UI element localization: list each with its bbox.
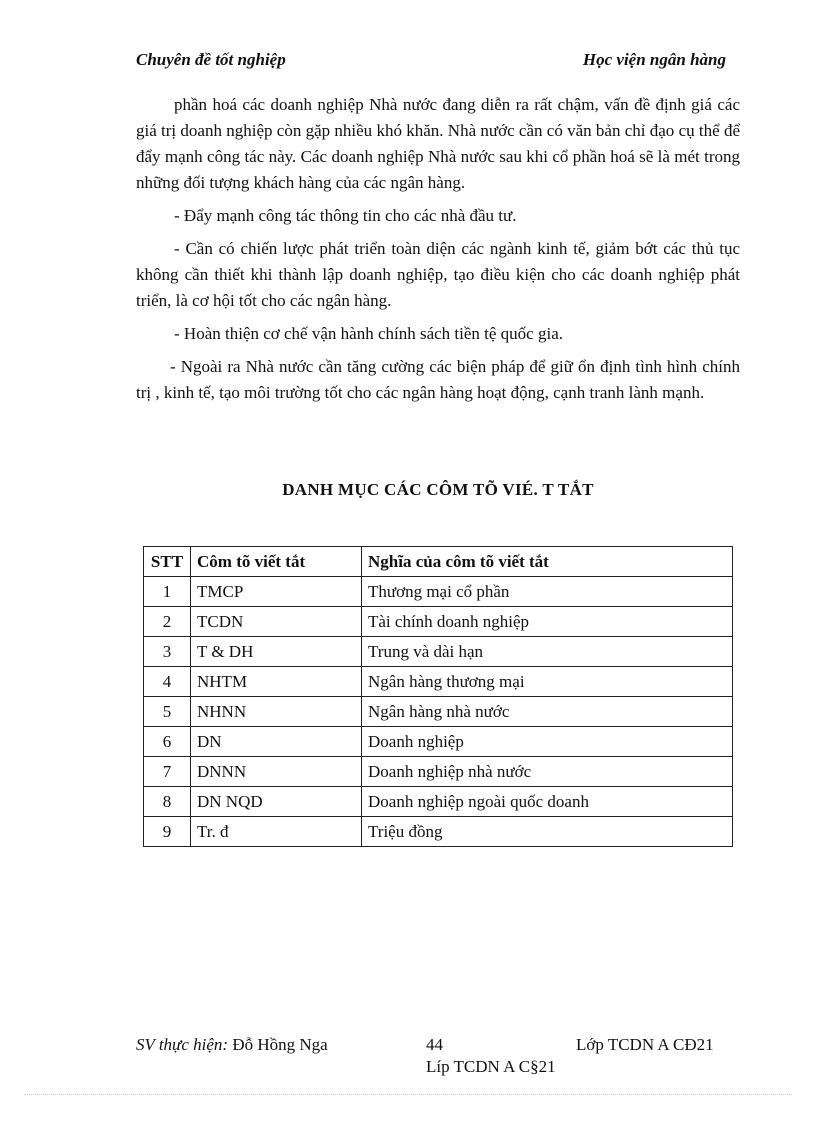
cell-stt: 5: [144, 697, 191, 727]
footer-author: [136, 1034, 328, 1056]
cell-meaning: Doanh nghiệp nhà nước: [362, 757, 733, 787]
cell-meaning: Trung và dài hạn: [362, 637, 733, 667]
cell-abbreviation: NHNN: [191, 697, 362, 727]
cell-stt: 1: [144, 577, 191, 607]
footer-class-line1: Lớp TCDN A CĐ21: [576, 1035, 714, 1054]
footer-class-line2: Líp TCDN A C§21: [426, 1057, 556, 1076]
cell-abbreviation: NHTM: [191, 667, 362, 697]
bullet-item: - Cần có chiến lược phát triển toàn diện các ngành kinh tế, giảm bớt các thủ tục không cần thiết khi thành lập doanh nghiệp, tạo điều kiện cho các doanh nghiệp phát triển, là cơ hội tốt cho các ngân hàng.: [136, 239, 740, 310]
cell-stt: 7: [144, 757, 191, 787]
cell-stt: 3: [144, 637, 191, 667]
table-row: [144, 607, 733, 637]
footer-author-label: SV thực hiện:: [136, 1035, 229, 1054]
cell-abbreviation: DN: [191, 727, 362, 757]
table-row: [144, 667, 733, 697]
cell-meaning: Doanh nghiệp: [362, 727, 733, 757]
cell-meaning: Ngân hàng nhà nước: [362, 697, 733, 727]
cell-abbreviation: TCDN: [191, 607, 362, 637]
cell-abbreviation: DNNN: [191, 757, 362, 787]
column-header-abbreviation: Côm tõ viết tắt: [191, 547, 362, 577]
table-body: [144, 577, 733, 847]
cell-stt: 8: [144, 787, 191, 817]
cell-meaning: Ngân hàng thương mại: [362, 667, 733, 697]
table-row: [144, 697, 733, 727]
column-header-meaning: Nghĩa của côm tõ viết tắt: [362, 547, 733, 577]
body-text: [136, 92, 740, 413]
page-number: 44: [426, 1035, 443, 1054]
bullet-item: - Đẩy mạnh công tác thông tin cho các nhà đầu tư.: [174, 206, 517, 225]
cell-meaning: Thương mại cổ phần: [362, 577, 733, 607]
cell-abbreviation: Tr. đ: [191, 817, 362, 847]
table-row: [144, 577, 733, 607]
table-row: [144, 727, 733, 757]
cell-stt: 2: [144, 607, 191, 637]
footer-author-name: Đỗ Hồng Nga: [228, 1035, 328, 1054]
page-header: [136, 50, 726, 74]
header-left-title: Chuyên đề tốt nghiệp: [136, 50, 286, 69]
cell-abbreviation: DN NQD: [191, 787, 362, 817]
section-title: DANH MỤC CÁC CÔM TÕ VIÉ. T TẮT: [282, 480, 594, 499]
bullet-item: - Hoàn thiện cơ chế vận hành chính sách tiền tệ quốc gia.: [174, 324, 563, 343]
bullet-item: - Ngoài ra Nhà nước cần tăng cường các biện pháp để giữ ổn định tình hình chính trị , kinh tế, tạo môi trường tốt cho các ngân hàng hoạt động, cạnh tranh lành mạnh.: [136, 357, 740, 402]
column-header-stt: STT: [144, 547, 191, 577]
cell-stt: 6: [144, 727, 191, 757]
cell-stt: 9: [144, 817, 191, 847]
header-right-title: Học viện ngân hàng: [582, 50, 726, 69]
page-bottom-divider: [24, 1094, 792, 1095]
table-row: [144, 637, 733, 667]
cell-meaning: Triệu đồng: [362, 817, 733, 847]
cell-abbreviation: T & DH: [191, 637, 362, 667]
table-row: [144, 757, 733, 787]
cell-abbreviation: TMCP: [191, 577, 362, 607]
cell-meaning: Doanh nghiệp ngoài quốc doanh: [362, 787, 733, 817]
cell-meaning: Tài chính doanh nghiệp: [362, 607, 733, 637]
abbreviation-table: [143, 546, 733, 847]
paragraph: phần hoá các doanh nghiệp Nhà nước đang diễn ra rất chậm, vấn đề định giá các giá trị doanh nghiệp còn gặp nhiều khó khăn. Nhà nước cần có văn bản chỉ đạo cụ thể để đẩy mạnh công tác này. Các doanh nghiệp Nhà nước sau khi cổ phần hoá sẽ là mét trong những đối tượng khách hàng của các ngân hàng.: [136, 95, 740, 192]
table-row: [144, 817, 733, 847]
cell-stt: 4: [144, 667, 191, 697]
table-row: [144, 787, 733, 817]
table-header-row: [144, 547, 733, 577]
